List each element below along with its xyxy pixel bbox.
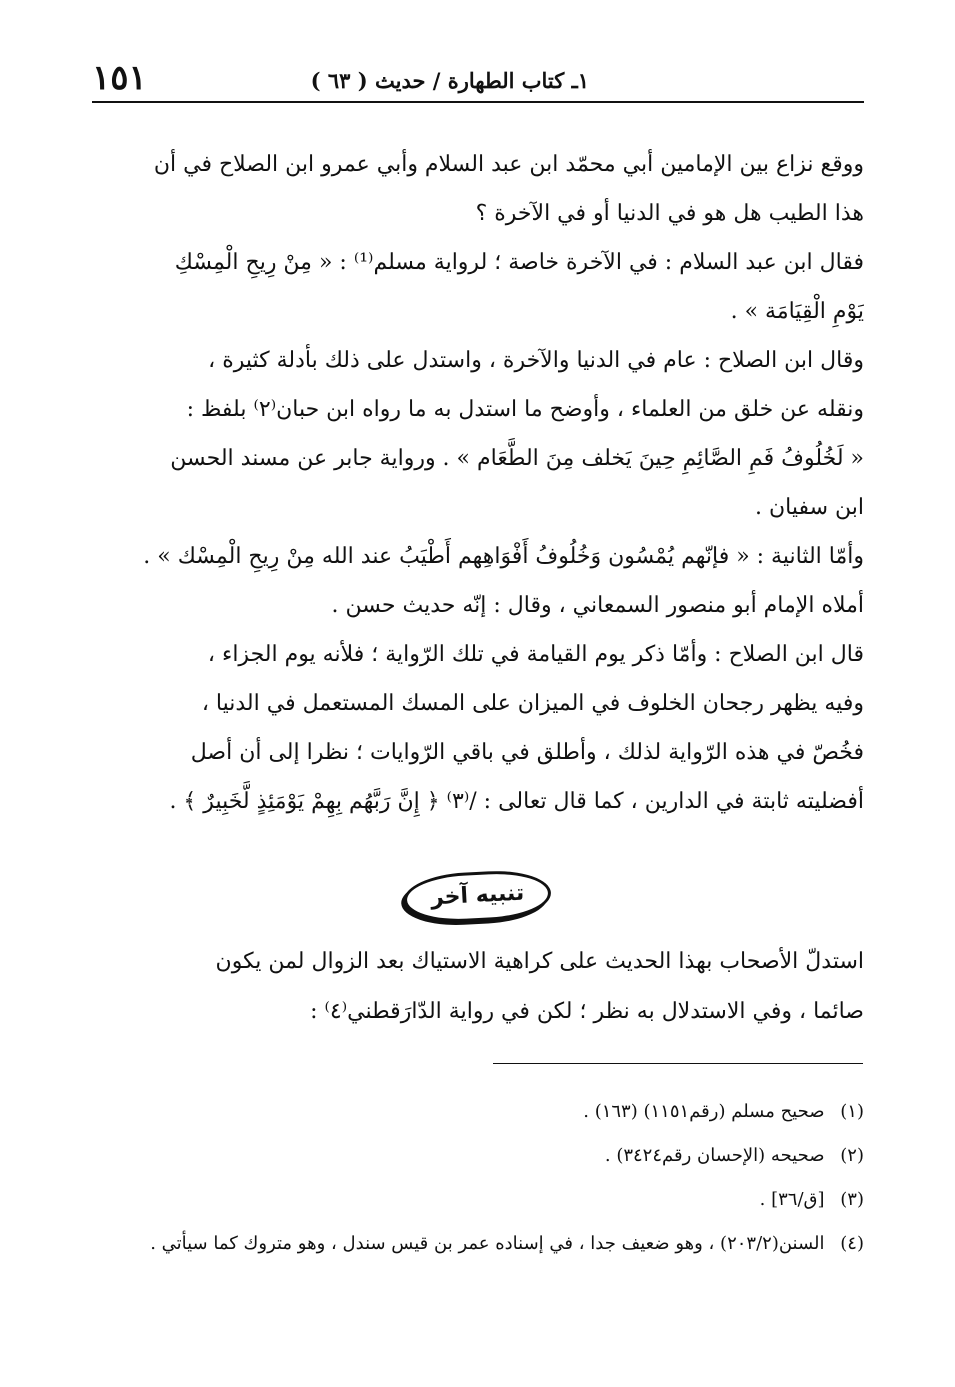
page-header [92, 60, 864, 100]
section-text [88, 937, 864, 1037]
text-line: قال ابن الصلاح : وأمّا ذكر يوم القيامة في تلك الرّواية ؛ فلأنه يوم الجزاء ، [207, 642, 864, 667]
text-line: ووقع نزاع بين الإمامين أبي محمّد ابن عبد السلام وأبي عمرو ابن الصلاح في أن [153, 152, 864, 177]
footnote-number: (٤) [840, 1233, 864, 1254]
footnote-text: صحيحه (الإحسان رقم٣٤٢٤) . [604, 1145, 825, 1166]
footnote-number: (٢) [840, 1145, 864, 1166]
section-heading-wrap [0, 872, 955, 932]
footnote [80, 1222, 864, 1266]
header-rule [92, 101, 864, 103]
footnote [80, 1178, 864, 1222]
main-text [88, 140, 864, 826]
text-line: ونقله عن خلق من العلماء ، وأوضح ما استدل به ما رواه ابن حبان⁽٢⁾ بلفظ : [186, 397, 864, 422]
text-line: هذا الطيب هل هو في الدنيا أو في الآخرة ؟ [475, 201, 864, 226]
footnote-number: (١) [840, 1101, 864, 1122]
footnote-text: السنن(٢٠٣/٢) ، وهو ضعيف جدا ، في إسناده عمر بن قيس سندل ، وهو متروك كما سيأتي . [150, 1233, 825, 1254]
text-line: فقال ابن عبد السلام : في الآخرة خاصة ؛ لرواية مسلم⁽¹⁾ : « مِنْ رِيحِ الْمِسْكِ [174, 250, 864, 275]
footnote-separator [493, 1063, 863, 1064]
footnote-text: صحيح مسلم (رقم١١٥١) (١٦٣) . [583, 1101, 825, 1122]
text-line: ابن سفيان . [754, 495, 864, 520]
text-line: أملاه الإمام أبو منصور السمعاني ، وقال : إنّه حديث حسن . [331, 593, 864, 618]
text-line: أفضليته ثابتة في الدارين ، كما قال تعالى : /⁽٣⁾ ﴿ إِنَّ رَبَّهُم بِهِمْ يَوْمَئِذٍ لَّخَبِيرٌ ﴾ . [169, 789, 864, 814]
footnote-number: (٣) [840, 1189, 864, 1210]
footnote-text: [ق/٣٦] . [759, 1189, 825, 1210]
text-line: يَوْمِ الْقِيَامَة » . [730, 299, 864, 324]
running-title: ١ـ كتاب الطهارة / حديث ( ٦٣ ) [310, 68, 589, 93]
footnote [80, 1134, 864, 1178]
text-line: « لَخُلُوفُ فَمِ الصَّائِمِ حِينَ يَخلف مِنَ الطَّعَام » . ورواية جابر عن مسند الحسن [170, 446, 864, 471]
page-number: ١٥١ [92, 58, 147, 98]
text-line: استدلّ الأصحاب بهذا الحديث على كراهية الاستياك بعد الزوال لمن يكون [215, 949, 864, 974]
footnotes [80, 1090, 864, 1266]
text-line: وفيه يظهر رجحان الخلوف في الميزان على المسك المستعمل في الدنيا ، [201, 691, 864, 716]
text-line: صائما ، وفي الاستدلال به نظر ؛ لكن في رواية الدّارَقطني⁽٤⁾ : [310, 999, 864, 1024]
text-line: وقال ابن الصلاح : عام في الدنيا والآخرة ، واستدل على ذلك بأدلة كثيرة ، [208, 348, 864, 373]
text-line: فخُصّ في هذه الرّواية لذلك ، وأطلق في باقي الرّوايات ؛ نظرا إلى أن أصل [190, 740, 864, 765]
section-heading: تنبيه آخر [403, 868, 553, 925]
text-line: وأمّا الثانية : « فإنّهم يُمْسُون وَخُلُوفُ أَفْوَاهِهم أَطْيَبُ عند الله مِنْ رِيحِ الْمِسْك » . [143, 544, 864, 569]
footnote [80, 1090, 864, 1134]
